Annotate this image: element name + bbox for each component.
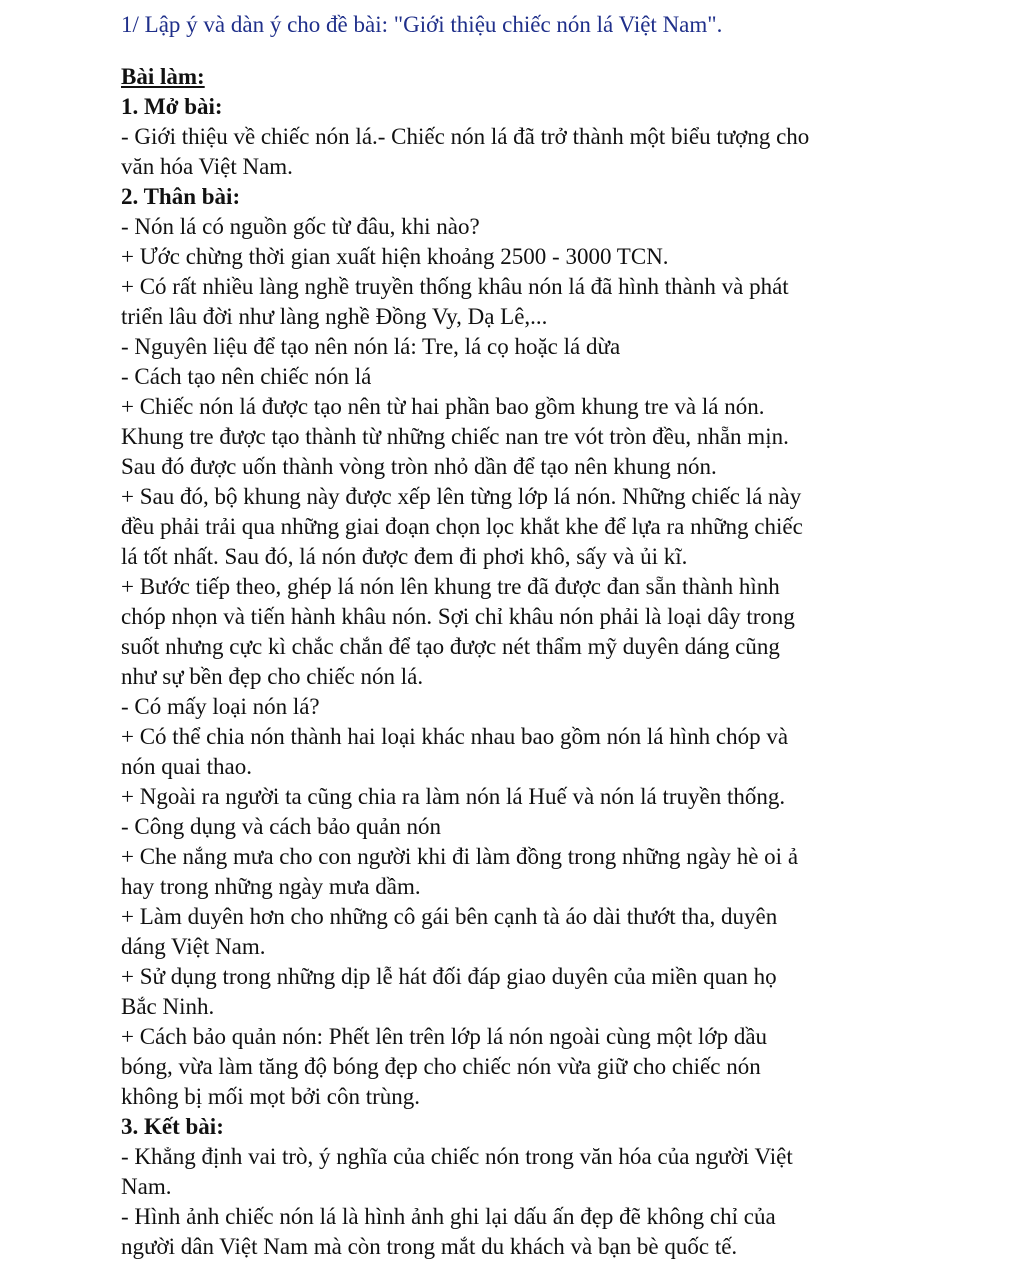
text-line: người dân Việt Nam mà còn trong mắt du khách và bạn bè quốc tế. <box>121 1234 738 1259</box>
text-line: nón quai thao. <box>121 754 252 779</box>
text-line: - Công dụng và cách bảo quản nón <box>121 814 442 839</box>
text-line: suốt nhưng cực kì chắc chắn để tạo được nét thẩm mỹ duyên dáng cũng <box>121 634 780 659</box>
text-line: + Ngoài ra người ta cũng chia ra làm nón lá Huế và nón lá truyền thống. <box>121 784 786 809</box>
text-line: dáng Việt Nam. <box>121 934 266 959</box>
text-line: văn hóa Việt Nam. <box>121 154 293 179</box>
text-line: + Ước chừng thời gian xuất hiện khoảng 2500 - 3000 TCN. <box>121 244 669 269</box>
text-line: + Làm duyên hơn cho những cô gái bên cạnh tà áo dài thướt tha, duyên <box>121 904 778 929</box>
text-line: chóp nhọn và tiến hành khâu nón. Sợi chỉ khâu nón phải là loại dây trong <box>121 604 795 629</box>
text-line: đều phải trải qua những giai đoạn chọn lọc khắt khe để lựa ra những chiếc <box>121 514 803 539</box>
section-2-content <box>121 212 971 1112</box>
text-line: + Chiếc nón lá được tạo nên từ hai phần bao gồm khung tre và lá nón. <box>121 394 765 419</box>
text-line: - Có mấy loại nón lá? <box>121 694 320 719</box>
text-line: Nam. <box>121 1174 172 1199</box>
section-3-content <box>121 1142 971 1262</box>
text-line: + Che nắng mưa cho con người khi đi làm đồng trong những ngày hè oi ả <box>121 844 799 869</box>
text-line: - Hình ảnh chiếc nón lá là hình ảnh ghi lại dấu ấn đẹp đẽ không chỉ của <box>121 1204 776 1229</box>
text-line: bóng, vừa làm tăng độ bóng đẹp cho chiếc nón vừa giữ cho chiếc nón <box>121 1054 761 1079</box>
text-line: như sự bền đẹp cho chiếc nón lá. <box>121 664 424 689</box>
text-line: + Có thể chia nón thành hai loại khác nhau bao gồm nón lá hình chóp và <box>121 724 789 749</box>
text-line: Sau đó được uốn thành vòng tròn nhỏ dần để tạo nên khung nón. <box>121 454 717 479</box>
text-line: + Sau đó, bộ khung này được xếp lên từng lớp lá nón. Những chiếc lá này <box>121 484 802 509</box>
text-line: Bắc Ninh. <box>121 994 215 1019</box>
text-line: + Có rất nhiều làng nghề truyền thống khâu nón lá đã hình thành và phát <box>121 274 789 299</box>
text-line: + Sử dụng trong những dịp lễ hát đối đáp giao duyên của miền quan họ <box>121 964 777 989</box>
document-body <box>121 62 971 1262</box>
answer-heading: Bài làm: <box>121 64 205 89</box>
text-line: - Nón lá có nguồn gốc từ đâu, khi nào? <box>121 214 480 239</box>
text-line: - Nguyên liệu để tạo nên nón lá: Tre, lá cọ hoặc lá dừa <box>121 334 621 359</box>
section-2-heading: 2. Thân bài: <box>121 184 241 209</box>
section-3-heading: 3. Kết bài: <box>121 1114 224 1139</box>
text-line: lá tốt nhất. Sau đó, lá nón được đem đi phơi khô, sấy và ủi kĩ. <box>121 544 688 569</box>
text-line: + Bước tiếp theo, ghép lá nón lên khung tre đã được đan sẵn thành hình <box>121 574 780 599</box>
text-line: + Cách bảo quản nón: Phết lên trên lớp lá nón ngoài cùng một lớp dầu <box>121 1024 768 1049</box>
text-line: không bị mối mọt bởi côn trùng. <box>121 1084 421 1109</box>
text-line: - Khẳng định vai trò, ý nghĩa của chiếc nón trong văn hóa của người Việt <box>121 1144 793 1169</box>
section-1-heading: 1. Mở bài: <box>121 94 223 119</box>
document-title: 1/ Lập ý và dàn ý cho đề bài: "Giới thiệu chiếc nón lá Việt Nam". <box>121 12 723 37</box>
section-1-content <box>121 122 971 182</box>
text-line: Khung tre được tạo thành từ những chiếc nan tre vót tròn đều, nhẵn mịn. <box>121 424 789 449</box>
text-line: triển lâu đời như làng nghề Đồng Vy, Dạ Lê,... <box>121 304 548 329</box>
text-line: - Giới thiệu về chiếc nón lá.- Chiếc nón lá đã trở thành một biểu tượng cho <box>121 124 810 149</box>
text-line: hay trong những ngày mưa dầm. <box>121 874 421 899</box>
text-line: - Cách tạo nên chiếc nón lá <box>121 364 372 389</box>
